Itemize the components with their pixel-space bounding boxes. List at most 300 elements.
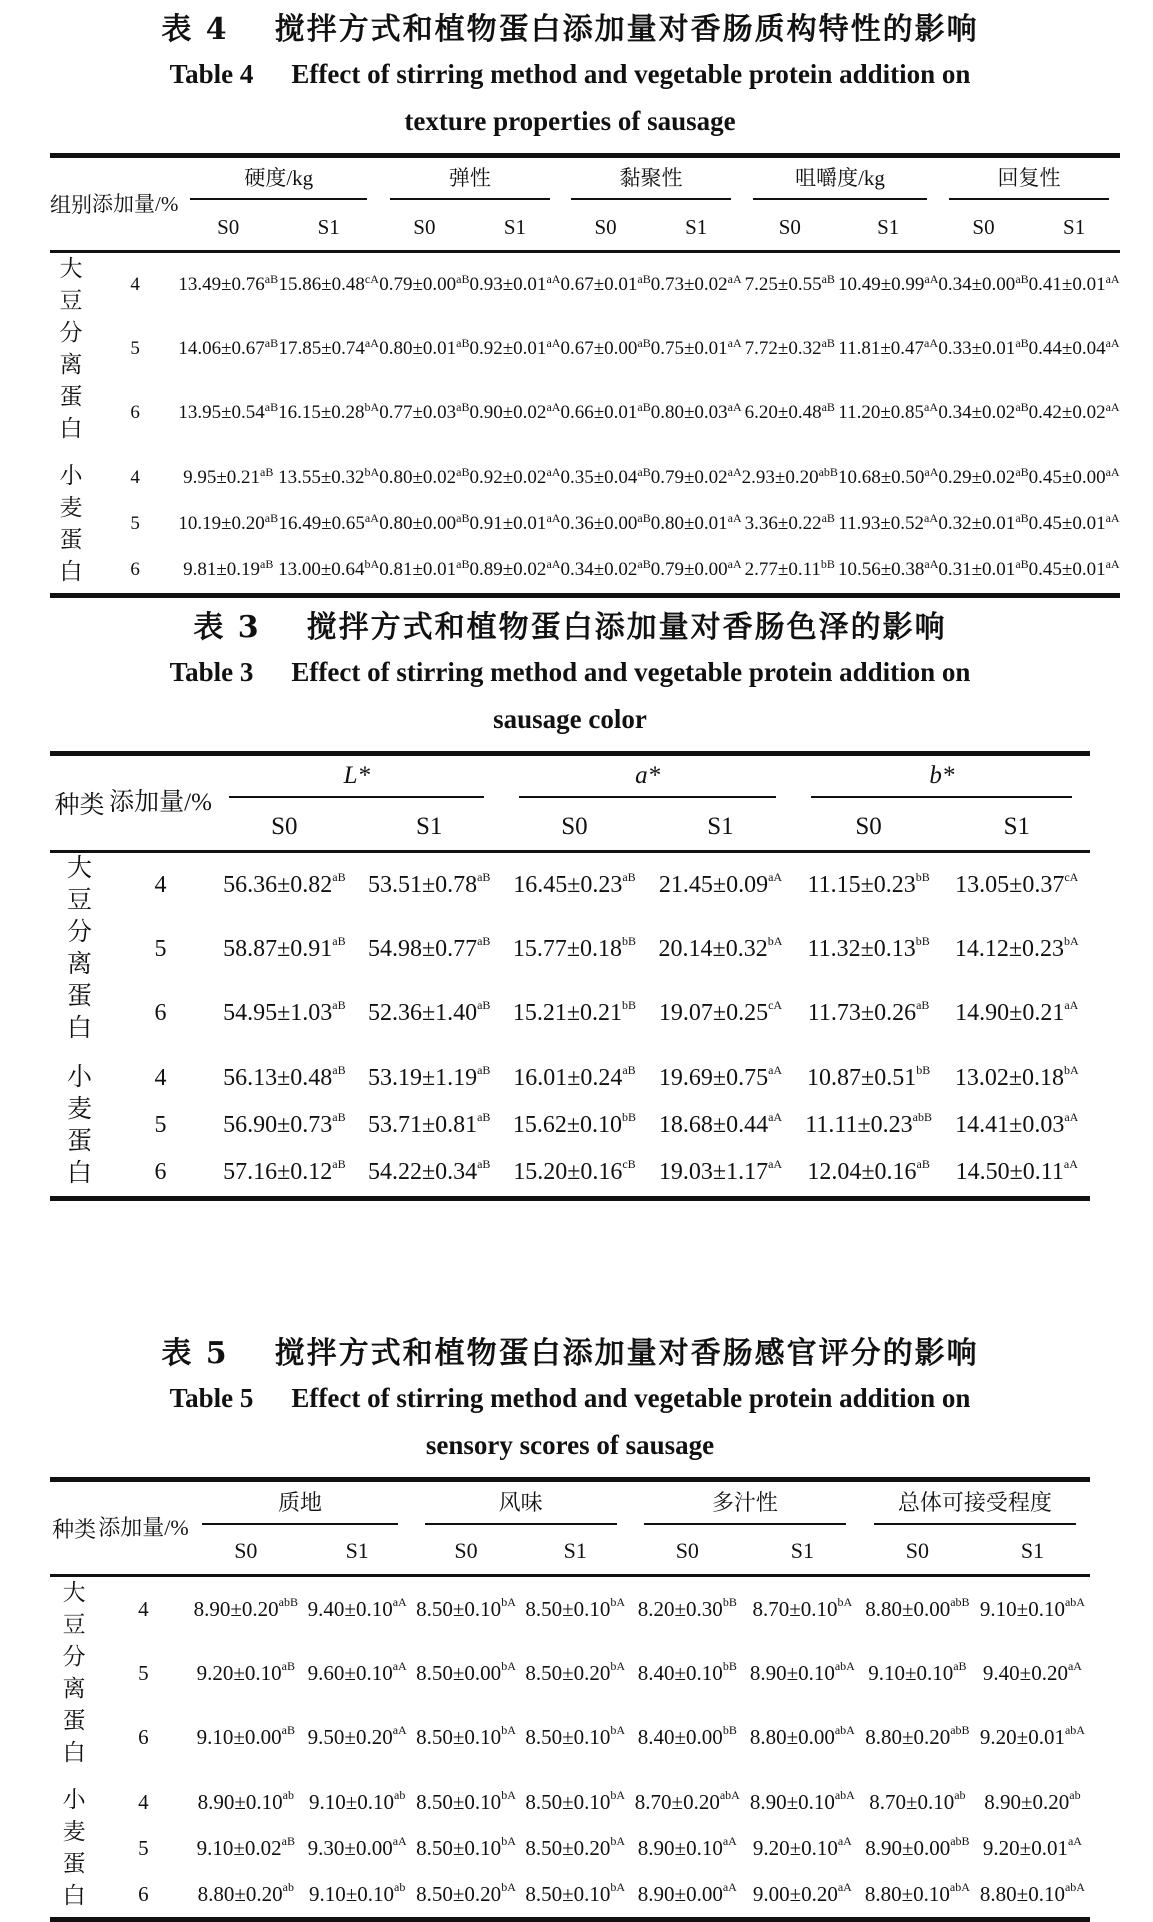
add-header: 添加量/% bbox=[98, 1480, 188, 1576]
group-name-text: 大豆分离蛋白 bbox=[62, 1580, 86, 1765]
table-3-block bbox=[50, 602, 1090, 1201]
value-text: 57.16±0.12 bbox=[223, 1159, 333, 1185]
value-cell bbox=[521, 1825, 630, 1871]
significance-letters: aB bbox=[332, 1157, 346, 1171]
value-text: 0.42±0.02 bbox=[1028, 402, 1106, 424]
value-cell bbox=[647, 1102, 793, 1149]
value-cell bbox=[838, 252, 938, 318]
header-row bbox=[50, 1480, 1090, 1529]
subheader-cell: S1 bbox=[651, 204, 742, 252]
significance-letters: aA bbox=[1064, 997, 1079, 1012]
column-group-label: 多汁性 bbox=[644, 1486, 846, 1525]
value-text: 6.20±0.48 bbox=[744, 402, 822, 424]
value-cell bbox=[745, 1871, 860, 1920]
subheader-cell: S0 bbox=[379, 204, 469, 252]
value-text: 21.45±0.09 bbox=[658, 871, 769, 898]
column-group-label: 硬度/kg bbox=[190, 162, 367, 200]
table-row bbox=[50, 381, 1120, 445]
value-text: 0.67±0.00 bbox=[560, 338, 638, 360]
significance-letters: aA bbox=[392, 1658, 407, 1673]
value-cell bbox=[742, 252, 838, 318]
significance-letters: aB bbox=[1015, 465, 1029, 479]
value-text: 9.20±0.10 bbox=[196, 1660, 282, 1685]
value-text: 0.36±0.00 bbox=[560, 513, 638, 534]
value-cell bbox=[278, 317, 379, 381]
add-amount: 6 bbox=[154, 999, 167, 1026]
value-cell bbox=[502, 1149, 648, 1199]
value-cell bbox=[860, 1779, 975, 1825]
column-group-label: L* bbox=[229, 762, 484, 798]
value-text: 9.10±0.02 bbox=[196, 1835, 282, 1860]
table-row bbox=[50, 1641, 1090, 1705]
value-text: 8.90±0.00 bbox=[637, 1881, 723, 1906]
value-cell bbox=[470, 547, 561, 596]
value-text: 11.20±0.85 bbox=[838, 402, 925, 424]
value-cell bbox=[521, 1871, 630, 1920]
value-cell bbox=[938, 317, 1028, 381]
table-row bbox=[50, 981, 1090, 1045]
table-row bbox=[50, 317, 1120, 381]
subheader-cell: S0 bbox=[938, 204, 1028, 252]
value-text: 8.80±0.00 bbox=[865, 1596, 951, 1621]
value-cell bbox=[502, 1055, 648, 1102]
value-text: 8.90±0.20 bbox=[984, 1789, 1070, 1814]
value-cell bbox=[212, 1055, 357, 1102]
value-cell bbox=[278, 252, 379, 318]
value-cell bbox=[470, 252, 561, 318]
value-text: 13.55±0.32 bbox=[278, 467, 365, 488]
value-text: 8.20±0.30 bbox=[637, 1596, 723, 1621]
group-header: 种类 bbox=[50, 754, 109, 852]
value-text: 11.73±0.26 bbox=[807, 999, 917, 1026]
value-cell bbox=[411, 1641, 520, 1705]
significance-letters: bB bbox=[915, 869, 930, 884]
value-cell bbox=[560, 252, 650, 318]
value-text: 53.51±0.78 bbox=[367, 871, 478, 898]
value-cell bbox=[189, 1641, 303, 1705]
value-text: 7.25±0.55 bbox=[744, 274, 822, 296]
value-text: 9.20±0.10 bbox=[752, 1835, 838, 1860]
group-name bbox=[50, 852, 109, 1046]
significance-letters: bA bbox=[767, 933, 783, 948]
significance-letters: aB bbox=[260, 557, 274, 571]
significance-letters: aB bbox=[637, 557, 651, 571]
header-row bbox=[50, 156, 1120, 205]
significance-letters: abB bbox=[950, 1722, 970, 1737]
significance-letters: aA bbox=[546, 465, 561, 479]
value-text: 14.06±0.67 bbox=[178, 338, 265, 360]
value-cell bbox=[178, 381, 278, 445]
value-text: 0.34±0.02 bbox=[560, 559, 638, 580]
significance-letters: aA bbox=[546, 511, 561, 525]
value-text: 11.15±0.23 bbox=[807, 871, 916, 898]
significance-letters: bB bbox=[722, 1722, 737, 1737]
value-text: 9.40±0.10 bbox=[307, 1596, 393, 1621]
significance-letters: aB bbox=[477, 1157, 491, 1171]
group-name bbox=[50, 455, 92, 596]
value-cell bbox=[379, 252, 469, 318]
value-text: 54.22±0.34 bbox=[367, 1159, 478, 1185]
value-cell bbox=[1029, 501, 1120, 547]
value-cell bbox=[838, 501, 938, 547]
value-cell bbox=[944, 1102, 1090, 1149]
value-text: 0.80±0.00 bbox=[379, 513, 457, 534]
group-name-text: 小麦蛋白 bbox=[62, 1787, 86, 1908]
value-cell bbox=[647, 1055, 793, 1102]
significance-letters: aB bbox=[264, 272, 279, 287]
value-cell bbox=[745, 1705, 860, 1769]
value-cell bbox=[189, 1779, 303, 1825]
value-cell bbox=[470, 317, 561, 381]
value-cell bbox=[521, 1641, 630, 1705]
value-cell bbox=[794, 917, 944, 981]
significance-letters: aB bbox=[332, 869, 346, 884]
value-text: 8.90±0.10 bbox=[749, 1660, 835, 1685]
significance-letters: aB bbox=[456, 557, 470, 571]
value-text: 8.50±0.10 bbox=[416, 1596, 502, 1621]
subheader-cell: S1 bbox=[944, 803, 1090, 852]
value-text: 12.04±0.16 bbox=[807, 1159, 917, 1185]
value-cell bbox=[975, 1705, 1090, 1769]
column-group-header bbox=[189, 1480, 412, 1529]
significance-letters: aB bbox=[1015, 336, 1029, 351]
significance-letters: aB bbox=[637, 336, 651, 351]
significance-letters: bB bbox=[622, 1110, 637, 1124]
column-group-label: 风味 bbox=[425, 1486, 617, 1525]
group-name bbox=[50, 1055, 109, 1199]
column-group-label: a* bbox=[519, 762, 776, 798]
value-text: 14.50±0.11 bbox=[955, 1159, 1064, 1185]
significance-letters: aB bbox=[456, 272, 470, 287]
value-text: 18.68±0.44 bbox=[658, 1112, 769, 1138]
significance-letters: aA bbox=[924, 557, 939, 571]
value-cell bbox=[411, 1825, 520, 1871]
significance-letters: abB bbox=[818, 465, 838, 479]
significance-letters: aB bbox=[264, 511, 279, 525]
value-text: 8.50±0.10 bbox=[525, 1789, 611, 1814]
value-text: 8.90±0.10 bbox=[637, 1835, 723, 1860]
significance-letters: aB bbox=[953, 1658, 967, 1673]
value-text: 54.98±0.77 bbox=[367, 935, 478, 962]
value-text: 8.80±0.20 bbox=[197, 1881, 283, 1906]
value-cell bbox=[470, 501, 561, 547]
value-text: 8.80±0.20 bbox=[865, 1724, 951, 1749]
column-group-header bbox=[742, 156, 939, 205]
significance-letters: aB bbox=[456, 336, 470, 351]
value-text: 9.10±0.10 bbox=[979, 1596, 1065, 1621]
significance-letters: cA bbox=[364, 272, 379, 287]
table-row bbox=[50, 501, 1120, 547]
value-text: 0.34±0.02 bbox=[938, 402, 1016, 424]
significance-letters: bA bbox=[610, 1833, 626, 1848]
value-text: 13.02±0.18 bbox=[954, 1065, 1065, 1091]
value-cell bbox=[278, 547, 379, 596]
add-amount: 6 bbox=[130, 402, 140, 424]
value-cell bbox=[1029, 381, 1120, 445]
subheader-cell: S1 bbox=[303, 1528, 411, 1576]
table-row bbox=[50, 252, 1120, 318]
significance-letters: cB bbox=[622, 1157, 636, 1171]
table-4 bbox=[50, 153, 1120, 598]
significance-letters: bA bbox=[610, 1658, 626, 1673]
value-cell bbox=[379, 381, 469, 445]
significance-letters: ab bbox=[394, 1879, 406, 1894]
value-cell bbox=[379, 455, 469, 501]
significance-letters: aB bbox=[821, 272, 835, 287]
value-text: 9.20±0.01 bbox=[979, 1724, 1065, 1749]
table-row bbox=[50, 1871, 1090, 1920]
significance-letters: aA bbox=[546, 336, 561, 351]
add-amount: 5 bbox=[130, 513, 140, 534]
significance-letters: aB bbox=[1015, 511, 1029, 525]
value-text: 15.21±0.21 bbox=[512, 999, 623, 1026]
table-3-caption-en: Table 3 Effect of stirring method and vegetable protein addition on bbox=[169, 657, 971, 687]
value-text: 58.87±0.91 bbox=[223, 935, 333, 962]
value-text: 14.12±0.23 bbox=[954, 935, 1065, 962]
value-cell bbox=[357, 917, 502, 981]
value-cell bbox=[745, 1825, 860, 1871]
value-text: 8.50±0.20 bbox=[416, 1881, 502, 1906]
value-cell bbox=[745, 1779, 860, 1825]
value-cell bbox=[651, 455, 742, 501]
value-cell bbox=[411, 1705, 520, 1769]
value-text: 9.50±0.20 bbox=[307, 1724, 393, 1749]
value-cell bbox=[647, 917, 793, 981]
value-cell bbox=[357, 852, 502, 918]
table-row bbox=[50, 1779, 1090, 1825]
value-cell bbox=[938, 547, 1028, 596]
significance-letters: aA bbox=[722, 1833, 737, 1848]
column-group-header bbox=[212, 754, 502, 804]
significance-letters: bA bbox=[501, 1787, 516, 1802]
significance-letters: aB bbox=[281, 1722, 295, 1737]
table-5-caption-cn: 表 5 搅拌方式和植物蛋白添加量对香肠感官评分的影响 bbox=[161, 1336, 979, 1371]
value-cell bbox=[502, 917, 648, 981]
group-name bbox=[50, 1779, 98, 1920]
value-text: 8.50±0.10 bbox=[525, 1724, 611, 1749]
value-text: 10.56±0.38 bbox=[837, 559, 925, 580]
significance-letters: aA bbox=[727, 557, 742, 571]
value-cell bbox=[860, 1641, 975, 1705]
value-cell bbox=[860, 1576, 975, 1642]
value-text: 20.14±0.32 bbox=[658, 935, 768, 962]
subheader-cell: S0 bbox=[411, 1528, 520, 1576]
group-header: 组别 bbox=[50, 156, 92, 252]
value-cell bbox=[521, 1576, 630, 1642]
significance-letters: aB bbox=[637, 400, 651, 415]
value-cell bbox=[189, 1576, 303, 1642]
group-gap bbox=[50, 445, 1120, 455]
column-group-header bbox=[178, 156, 379, 205]
value-cell bbox=[944, 981, 1090, 1045]
value-cell bbox=[178, 547, 278, 596]
value-text: 8.50±0.00 bbox=[416, 1660, 502, 1685]
value-text: 0.45±0.01 bbox=[1028, 513, 1106, 534]
value-cell bbox=[630, 1641, 745, 1705]
significance-letters: bA bbox=[501, 1722, 516, 1737]
value-text: 9.10±0.00 bbox=[196, 1724, 282, 1749]
value-text: 0.45±0.00 bbox=[1028, 467, 1106, 488]
value-cell bbox=[938, 381, 1028, 445]
subheader-cell: S1 bbox=[975, 1528, 1090, 1576]
value-text: 11.81±0.47 bbox=[838, 338, 925, 360]
significance-letters: bB bbox=[722, 1658, 737, 1673]
value-cell bbox=[278, 455, 379, 501]
value-text: 11.11±0.23 bbox=[805, 1112, 913, 1138]
significance-letters: aB bbox=[456, 511, 470, 525]
group-name bbox=[50, 252, 92, 446]
value-text: 9.81±0.19 bbox=[183, 559, 261, 580]
significance-letters: aA bbox=[768, 1157, 783, 1171]
value-text: 0.80±0.01 bbox=[650, 513, 728, 534]
add-amount: 5 bbox=[138, 1660, 149, 1685]
value-text: 13.49±0.76 bbox=[178, 274, 265, 296]
value-text: 16.15±0.28 bbox=[278, 402, 365, 424]
table-5 bbox=[50, 1477, 1090, 1922]
column-group-header bbox=[938, 156, 1119, 205]
significance-letters: aA bbox=[546, 400, 561, 415]
value-cell bbox=[944, 852, 1090, 918]
significance-letters: aA bbox=[546, 557, 561, 571]
value-cell bbox=[502, 981, 648, 1045]
significance-letters: aA bbox=[1067, 1658, 1082, 1673]
column-group-header bbox=[379, 156, 560, 205]
significance-letters: aA bbox=[1105, 511, 1120, 525]
value-cell bbox=[212, 1102, 357, 1149]
value-cell bbox=[794, 981, 944, 1045]
value-cell bbox=[560, 317, 650, 381]
value-cell bbox=[178, 455, 278, 501]
value-cell bbox=[502, 852, 648, 918]
group-header: 种类 bbox=[50, 1480, 98, 1576]
significance-letters: aB bbox=[477, 933, 491, 948]
value-cell bbox=[278, 381, 379, 445]
value-text: 13.95±0.54 bbox=[178, 402, 265, 424]
significance-letters: aA bbox=[768, 1063, 783, 1077]
significance-letters: aA bbox=[392, 1594, 407, 1609]
significance-letters: aA bbox=[1067, 1833, 1082, 1848]
value-cell bbox=[794, 1055, 944, 1102]
significance-letters: aB bbox=[332, 933, 346, 948]
significance-letters: abA bbox=[1064, 1879, 1085, 1894]
value-text: 0.80±0.01 bbox=[379, 338, 457, 360]
value-cell bbox=[189, 1705, 303, 1769]
value-text: 9.10±0.10 bbox=[309, 1881, 395, 1906]
value-text: 0.73±0.02 bbox=[650, 274, 728, 296]
table-3-caption-cn: 表 3 搅拌方式和植物蛋白添加量对香肠色泽的影响 bbox=[193, 610, 947, 645]
value-text: 0.79±0.00 bbox=[379, 274, 457, 296]
significance-letters: aB bbox=[456, 400, 470, 415]
table-5-caption-en: Table 5 Effect of stirring method and vegetable protein addition on bbox=[169, 1383, 971, 1413]
significance-letters: aA bbox=[727, 511, 742, 525]
significance-letters: ab bbox=[394, 1787, 406, 1802]
add-header: 添加量/% bbox=[109, 754, 212, 852]
value-text: 8.50±0.10 bbox=[416, 1724, 502, 1749]
value-cell bbox=[1029, 317, 1120, 381]
significance-letters: abB bbox=[912, 1110, 932, 1124]
value-cell bbox=[303, 1825, 411, 1871]
value-cell bbox=[1029, 252, 1120, 318]
column-group-label: 弹性 bbox=[390, 162, 549, 200]
subheader-cell: S0 bbox=[212, 803, 357, 852]
subheader-cell: S0 bbox=[189, 1528, 303, 1576]
value-text: 0.80±0.02 bbox=[379, 467, 457, 488]
value-cell bbox=[651, 547, 742, 596]
value-text: 8.70±0.20 bbox=[634, 1789, 720, 1814]
significance-letters: aB bbox=[281, 1658, 295, 1673]
value-text: 52.36±1.40 bbox=[367, 999, 478, 1026]
value-cell bbox=[745, 1576, 860, 1642]
significance-letters: aA bbox=[727, 272, 742, 287]
table-4-caption-cn: 表 4 搅拌方式和植物蛋白添加量对香肠质构特性的影响 bbox=[161, 12, 979, 47]
value-text: 9.00±0.20 bbox=[752, 1881, 838, 1906]
value-cell bbox=[838, 547, 938, 596]
significance-letters: abA bbox=[834, 1722, 855, 1737]
value-cell bbox=[630, 1871, 745, 1920]
significance-letters: bA bbox=[501, 1833, 516, 1848]
group-name-text: 大豆分离蛋白 bbox=[59, 256, 83, 441]
column-group-header bbox=[411, 1480, 629, 1529]
value-text: 8.80±0.00 bbox=[749, 1724, 835, 1749]
significance-letters: bA bbox=[501, 1658, 516, 1673]
value-cell bbox=[742, 455, 838, 501]
significance-letters: aA bbox=[837, 1833, 852, 1848]
value-cell bbox=[975, 1825, 1090, 1871]
value-cell bbox=[794, 1149, 944, 1199]
subheader-cell: S0 bbox=[860, 1528, 975, 1576]
add-amount: 6 bbox=[98, 1871, 188, 1920]
value-cell bbox=[357, 1102, 502, 1149]
add-amount: 4 bbox=[130, 467, 140, 488]
value-text: 0.35±0.04 bbox=[560, 467, 638, 488]
column-group-label: 回复性 bbox=[949, 162, 1108, 200]
value-cell bbox=[975, 1576, 1090, 1642]
value-cell bbox=[838, 317, 938, 381]
column-group-label: 黏聚性 bbox=[571, 162, 730, 200]
column-group-header bbox=[794, 754, 1090, 804]
value-cell bbox=[860, 1825, 975, 1871]
value-text: 8.90±0.10 bbox=[749, 1789, 835, 1814]
value-text: 16.45±0.23 bbox=[513, 871, 623, 898]
value-cell bbox=[560, 381, 650, 445]
value-text: 3.36±0.22 bbox=[744, 513, 822, 534]
value-text: 8.50±0.20 bbox=[525, 1835, 611, 1860]
value-cell bbox=[1029, 547, 1120, 596]
significance-letters: bB bbox=[915, 933, 930, 948]
significance-letters: bA bbox=[1064, 1063, 1079, 1077]
significance-letters: bA bbox=[501, 1879, 516, 1894]
value-cell bbox=[357, 1149, 502, 1199]
significance-letters: aA bbox=[924, 511, 939, 525]
significance-letters: aA bbox=[768, 869, 783, 884]
value-text: 16.01±0.24 bbox=[513, 1065, 623, 1091]
table-4-caption-en: Table 4 Effect of stirring method and vegetable protein addition on bbox=[169, 59, 971, 89]
significance-letters: aB bbox=[637, 465, 651, 479]
subheader-cell: S0 bbox=[630, 1528, 745, 1576]
significance-letters: aB bbox=[332, 1110, 346, 1124]
value-text: 8.50±0.10 bbox=[525, 1596, 611, 1621]
significance-letters: bB bbox=[722, 1594, 737, 1609]
significance-letters: aA bbox=[392, 1833, 407, 1848]
value-cell bbox=[1029, 455, 1120, 501]
value-cell bbox=[651, 317, 742, 381]
significance-letters: abA bbox=[834, 1787, 855, 1802]
significance-letters: aB bbox=[477, 997, 491, 1012]
table-3 bbox=[50, 751, 1090, 1201]
value-cell bbox=[647, 981, 793, 1045]
value-text: 19.03±1.17 bbox=[658, 1159, 769, 1185]
add-amount: 5 bbox=[154, 1112, 167, 1138]
